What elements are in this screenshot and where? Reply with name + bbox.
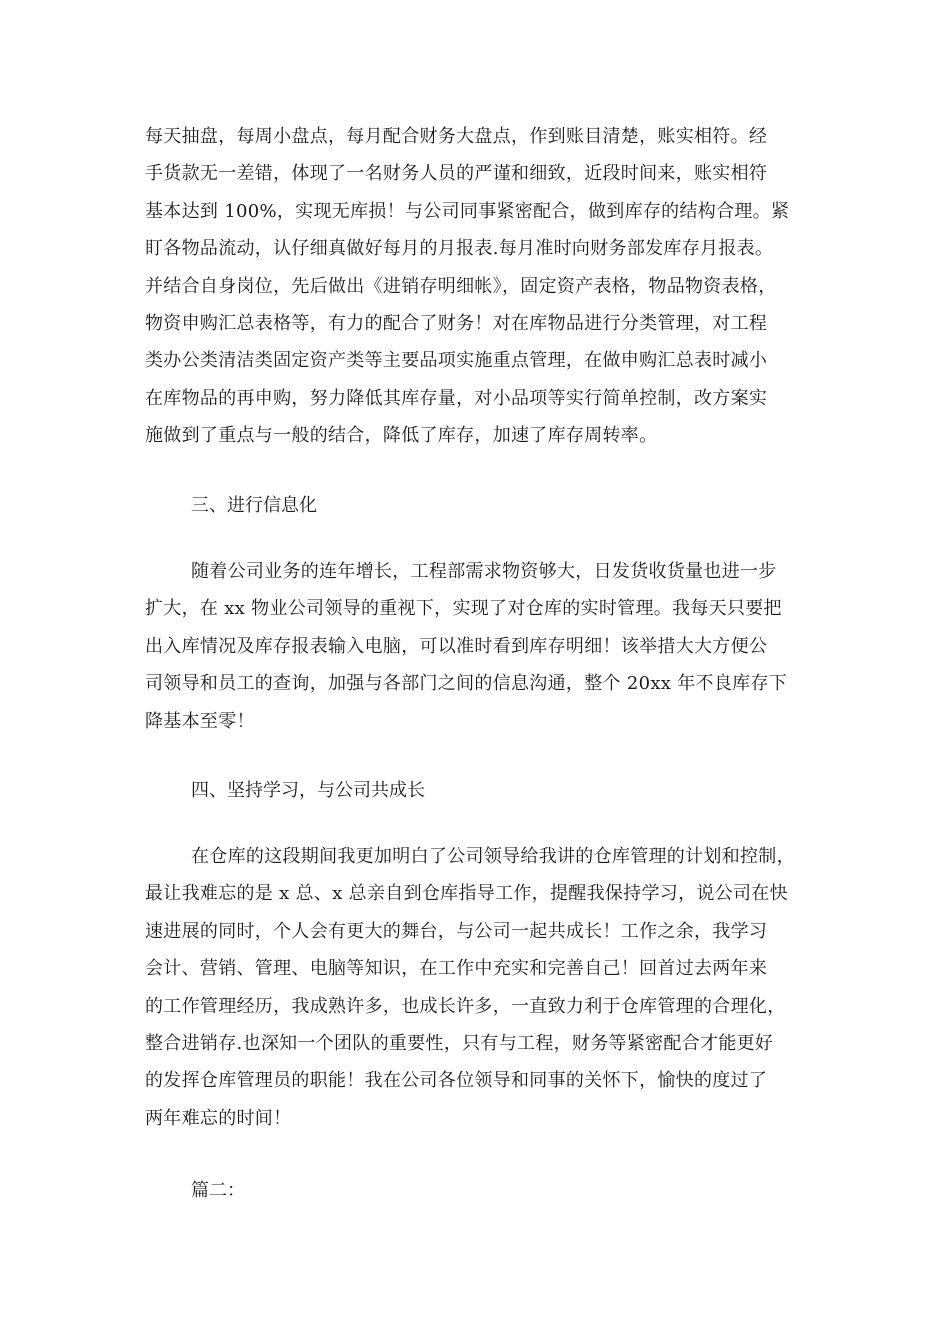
text-line: 降基本至零！ [145,710,255,732]
section-heading-learning: 四、坚持学习，与公司共成长 [191,780,425,801]
paragraph-informatization [145,553,825,740]
text-line: 两年难忘的时间！ [145,1107,292,1129]
paragraph-learning [145,838,825,1137]
text-line: 盯各物品流动，认仔细真做好每月的月报表.每月准时向财务部发库存月报表。 [145,238,774,260]
text-line: 的发挥仓库管理员的职能！我在公司各位领导和同事的关怀下，愉快的度过了 [145,1070,768,1092]
text-line: 手货款无一差错，体现了一名财务人员的严谨和细致，近段时间来，账实相符 [145,163,768,185]
text-line: 出入库情况及库存报表输入电脑，可以准时看到库存明细！该举措大大方便公 [145,635,768,657]
paragraph-inventory-management [145,118,825,455]
section-heading-informatization: 三、进行信息化 [191,495,317,516]
text-line: 在仓库的这段期间我更加明白了公司领导给我讲的仓库管理的计划和控制， [191,846,795,867]
text-line: 施做到了重点与一般的结合，降低了库存，加速了库存周转率。 [145,425,658,447]
text-line: 每天抽盘，每周小盘点，每月配合财务大盘点，作到账目清楚，账实相符。经 [145,126,768,147]
text-line: 司领导和员工的查询，加强与各部门之间的信息沟通，整个 20xx 年不良库存下 [145,673,788,695]
text-line: 扩大，在 xx 物业公司领导的重视下，实现了对仓库的实时管理。我每天只要把 [145,598,782,620]
text-line: 随着公司业务的连年增长，工程部需求物资够大，日发货收货量也进一步 [191,561,777,582]
text-line: 基本达到 100%，实现无库损！与公司同事紧密配合，做到库存的结构合理。紧 [145,200,790,222]
text-line: 会计、营销、管理、电脑等知识，在工作中充实和完善自己！回首过去两年来 [145,958,768,980]
text-line: 类办公类清洁类固定资产类等主要品项实施重点管理，在做申购汇总表时减小 [145,350,768,372]
text-line: 速进展的同时，个人会有更大的舞台，与公司一起共成长！工作之余，我学习 [145,920,768,942]
text-line: 在库物品的再申购，努力降低其库存量，对小品项等实行简单控制，改方案实 [145,387,768,409]
text-line: 物资申购汇总表格等，有力的配合了财务！对在库物品进行分类管理，对工程 [145,312,768,334]
text-line: 的工作管理经历，我成熟许多，也成长许多，一直致力利于仓库管理的合理化， [145,995,786,1017]
text-line: 并结合自身岗位，先后做出《进销存明细帐》，固定资产表格，物品物资表格， [145,275,777,297]
part-two-heading: 篇二： [191,1180,245,1201]
text-line: 最让我难忘的是 x 总、x 总亲自到仓库指导工作，提醒我保持学习，说公司在快 [145,883,788,905]
text-line: 整合进销存.也深知一个团队的重要性，只有与工程，财务等紧密配合才能更好 [145,1032,774,1054]
